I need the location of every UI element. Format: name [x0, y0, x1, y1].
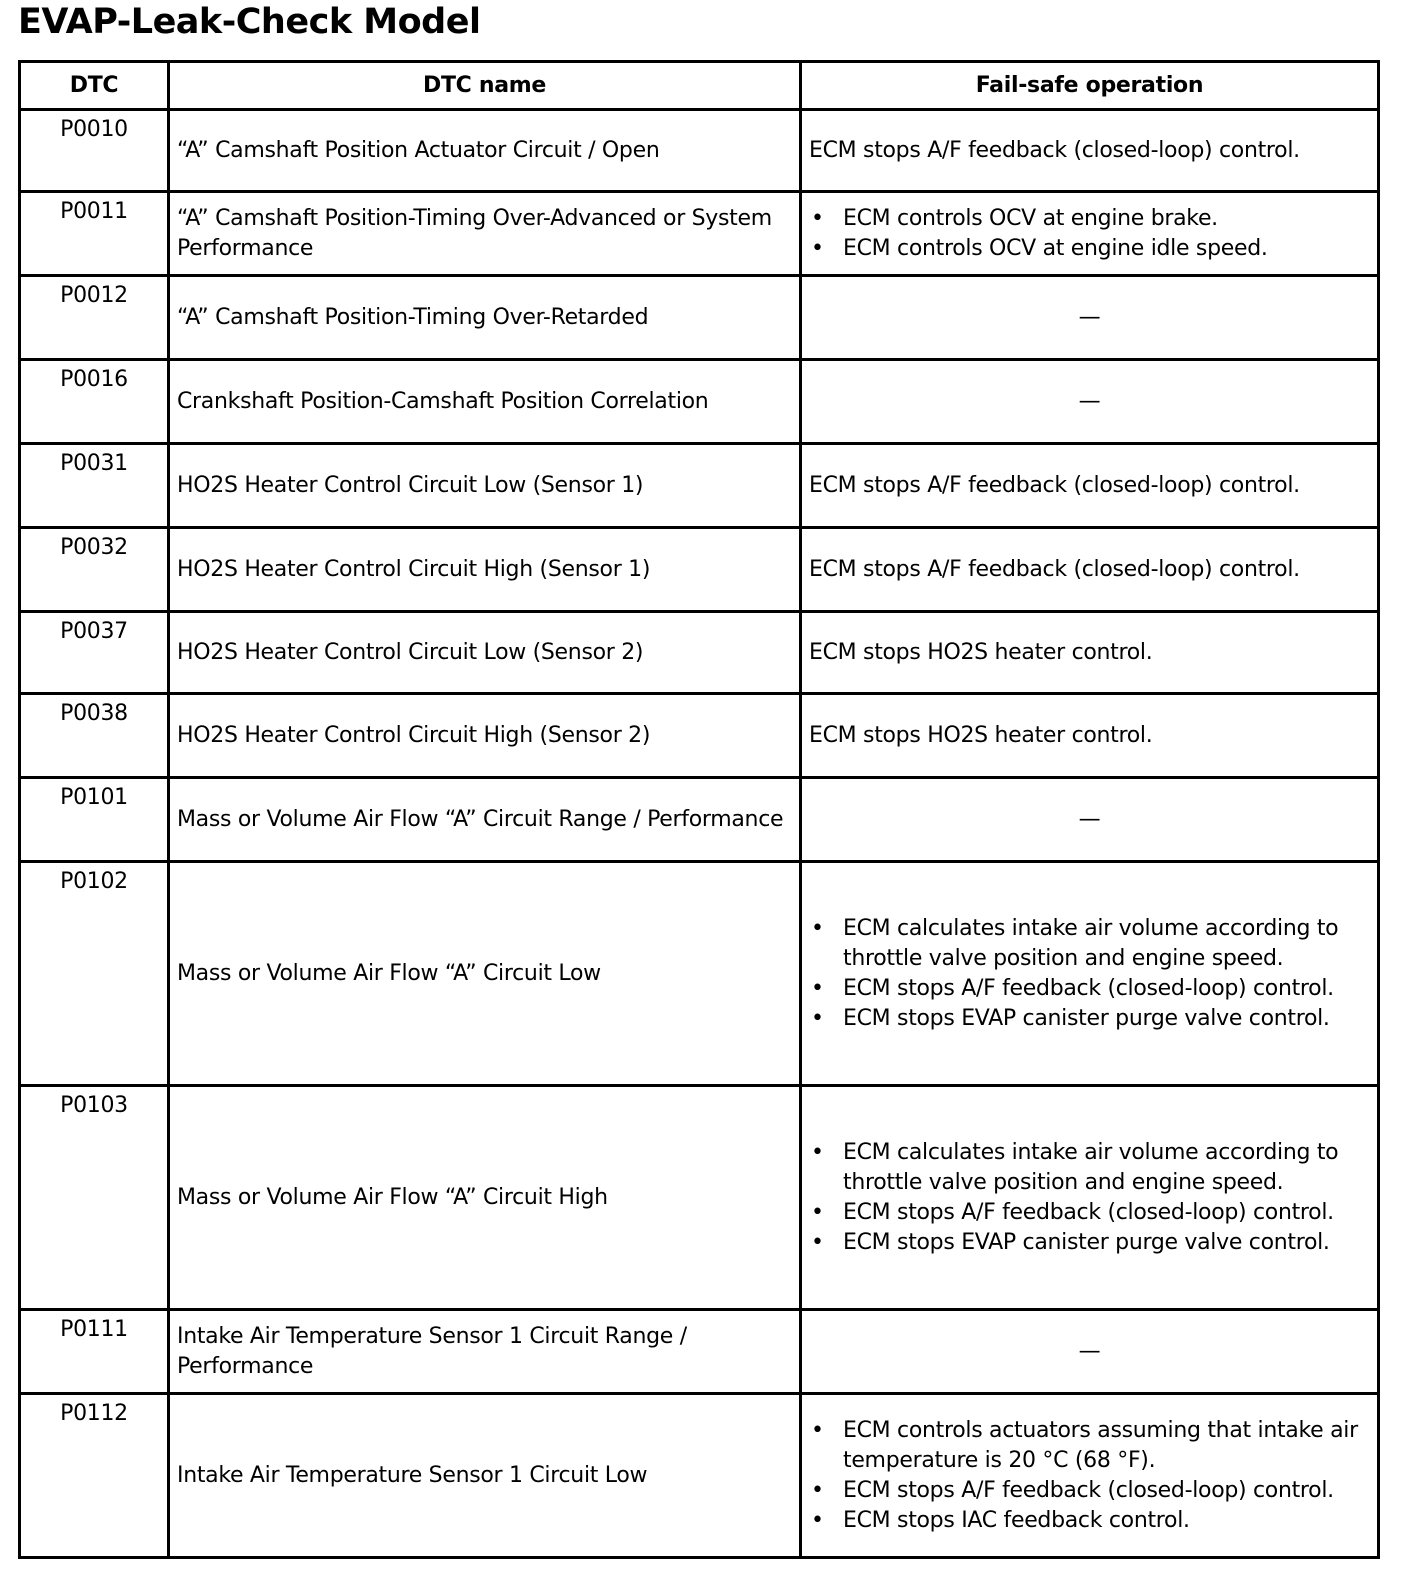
dtc-code: P0032: [20, 528, 169, 612]
table-row: [20, 612, 1379, 694]
table-row: [20, 1086, 1379, 1310]
table-row: [20, 778, 1379, 862]
failsafe-list: [809, 1416, 1370, 1536]
dtc-name: Mass or Volume Air Flow “A” Circuit Range / Performance: [169, 778, 801, 862]
table-header-row: [20, 62, 1379, 110]
dtc-code: P0101: [20, 778, 169, 862]
failsafe-bullet: • ECM stops A/F feedback (closed-loop) control.: [809, 1476, 1370, 1506]
table-row: [20, 862, 1379, 1086]
dtc-code: P0102: [20, 862, 169, 1086]
failsafe-operation: —: [801, 778, 1379, 862]
dtc-code: P0011: [20, 192, 169, 276]
failsafe-operation: —: [801, 276, 1379, 360]
failsafe-bullet: • ECM stops A/F feedback (closed-loop) control.: [809, 1198, 1370, 1228]
failsafe-bullet: • ECM controls actuators assuming that intake air temperature is 20 °C (68 °F).: [809, 1416, 1370, 1476]
dtc-code: P0103: [20, 1086, 169, 1310]
failsafe-list: [809, 1138, 1370, 1258]
failsafe-operation: [801, 862, 1379, 1086]
failsafe-bullet: • ECM stops A/F feedback (closed-loop) control.: [809, 974, 1370, 1004]
page-title: EVAP-Leak-Check Model: [18, 2, 481, 42]
dtc-name: HO2S Heater Control Circuit Low (Sensor 1): [169, 444, 801, 528]
table-row: [20, 360, 1379, 444]
failsafe-bullet: • ECM stops EVAP canister purge valve control.: [809, 1004, 1370, 1034]
dtc-name: “A” Camshaft Position-Timing Over-Advanced or System Performance: [169, 192, 801, 276]
failsafe-operation: ECM stops A/F feedback (closed-loop) control.: [801, 528, 1379, 612]
dtc-name: HO2S Heater Control Circuit High (Sensor 1): [169, 528, 801, 612]
dtc-code: P0031: [20, 444, 169, 528]
table-row: [20, 528, 1379, 612]
dtc-name: “A” Camshaft Position-Timing Over-Retarded: [169, 276, 801, 360]
table-row: [20, 1394, 1379, 1558]
dtc-name: Intake Air Temperature Sensor 1 Circuit Range / Performance: [169, 1310, 801, 1394]
failsafe-list: [809, 204, 1370, 264]
dtc-name: HO2S Heater Control Circuit Low (Sensor 2): [169, 612, 801, 694]
failsafe-bullet: • ECM controls OCV at engine idle speed.: [809, 234, 1370, 264]
dtc-code: P0111: [20, 1310, 169, 1394]
failsafe-bullet: • ECM controls OCV at engine brake.: [809, 204, 1370, 234]
dtc-name: Mass or Volume Air Flow “A” Circuit Low: [169, 862, 801, 1086]
failsafe-bullet: • ECM calculates intake air volume according to throttle valve position and engine speed.: [809, 914, 1370, 974]
failsafe-operation: ECM stops HO2S heater control.: [801, 694, 1379, 778]
header-failsafe: Fail-safe operation: [801, 62, 1379, 110]
dtc-code: P0037: [20, 612, 169, 694]
table-row: [20, 444, 1379, 528]
failsafe-operation: —: [801, 360, 1379, 444]
table-row: [20, 110, 1379, 192]
failsafe-operation: ECM stops HO2S heater control.: [801, 612, 1379, 694]
dtc-table: [18, 60, 1380, 1559]
dtc-code: P0038: [20, 694, 169, 778]
failsafe-bullet: • ECM stops IAC feedback control.: [809, 1506, 1370, 1536]
dtc-name: HO2S Heater Control Circuit High (Sensor 2): [169, 694, 801, 778]
failsafe-operation: [801, 192, 1379, 276]
dtc-name: Crankshaft Position-Camshaft Position Correlation: [169, 360, 801, 444]
failsafe-bullet: • ECM calculates intake air volume according to throttle valve position and engine speed.: [809, 1138, 1370, 1198]
dtc-code: P0010: [20, 110, 169, 192]
table-row: [20, 192, 1379, 276]
failsafe-operation: [801, 1086, 1379, 1310]
failsafe-bullet: • ECM stops EVAP canister purge valve control.: [809, 1228, 1370, 1258]
dtc-code: P0012: [20, 276, 169, 360]
header-dtc-name: DTC name: [169, 62, 801, 110]
dtc-code: P0112: [20, 1394, 169, 1558]
table-row: [20, 276, 1379, 360]
failsafe-operation: [801, 1394, 1379, 1558]
header-dtc: DTC: [20, 62, 169, 110]
dtc-code: P0016: [20, 360, 169, 444]
table-row: [20, 694, 1379, 778]
failsafe-operation: —: [801, 1310, 1379, 1394]
table-row: [20, 1310, 1379, 1394]
failsafe-operation: ECM stops A/F feedback (closed-loop) control.: [801, 110, 1379, 192]
failsafe-operation: ECM stops A/F feedback (closed-loop) control.: [801, 444, 1379, 528]
failsafe-list: [809, 914, 1370, 1034]
dtc-name: Mass or Volume Air Flow “A” Circuit High: [169, 1086, 801, 1310]
dtc-name: Intake Air Temperature Sensor 1 Circuit Low: [169, 1394, 801, 1558]
dtc-name: “A” Camshaft Position Actuator Circuit / Open: [169, 110, 801, 192]
